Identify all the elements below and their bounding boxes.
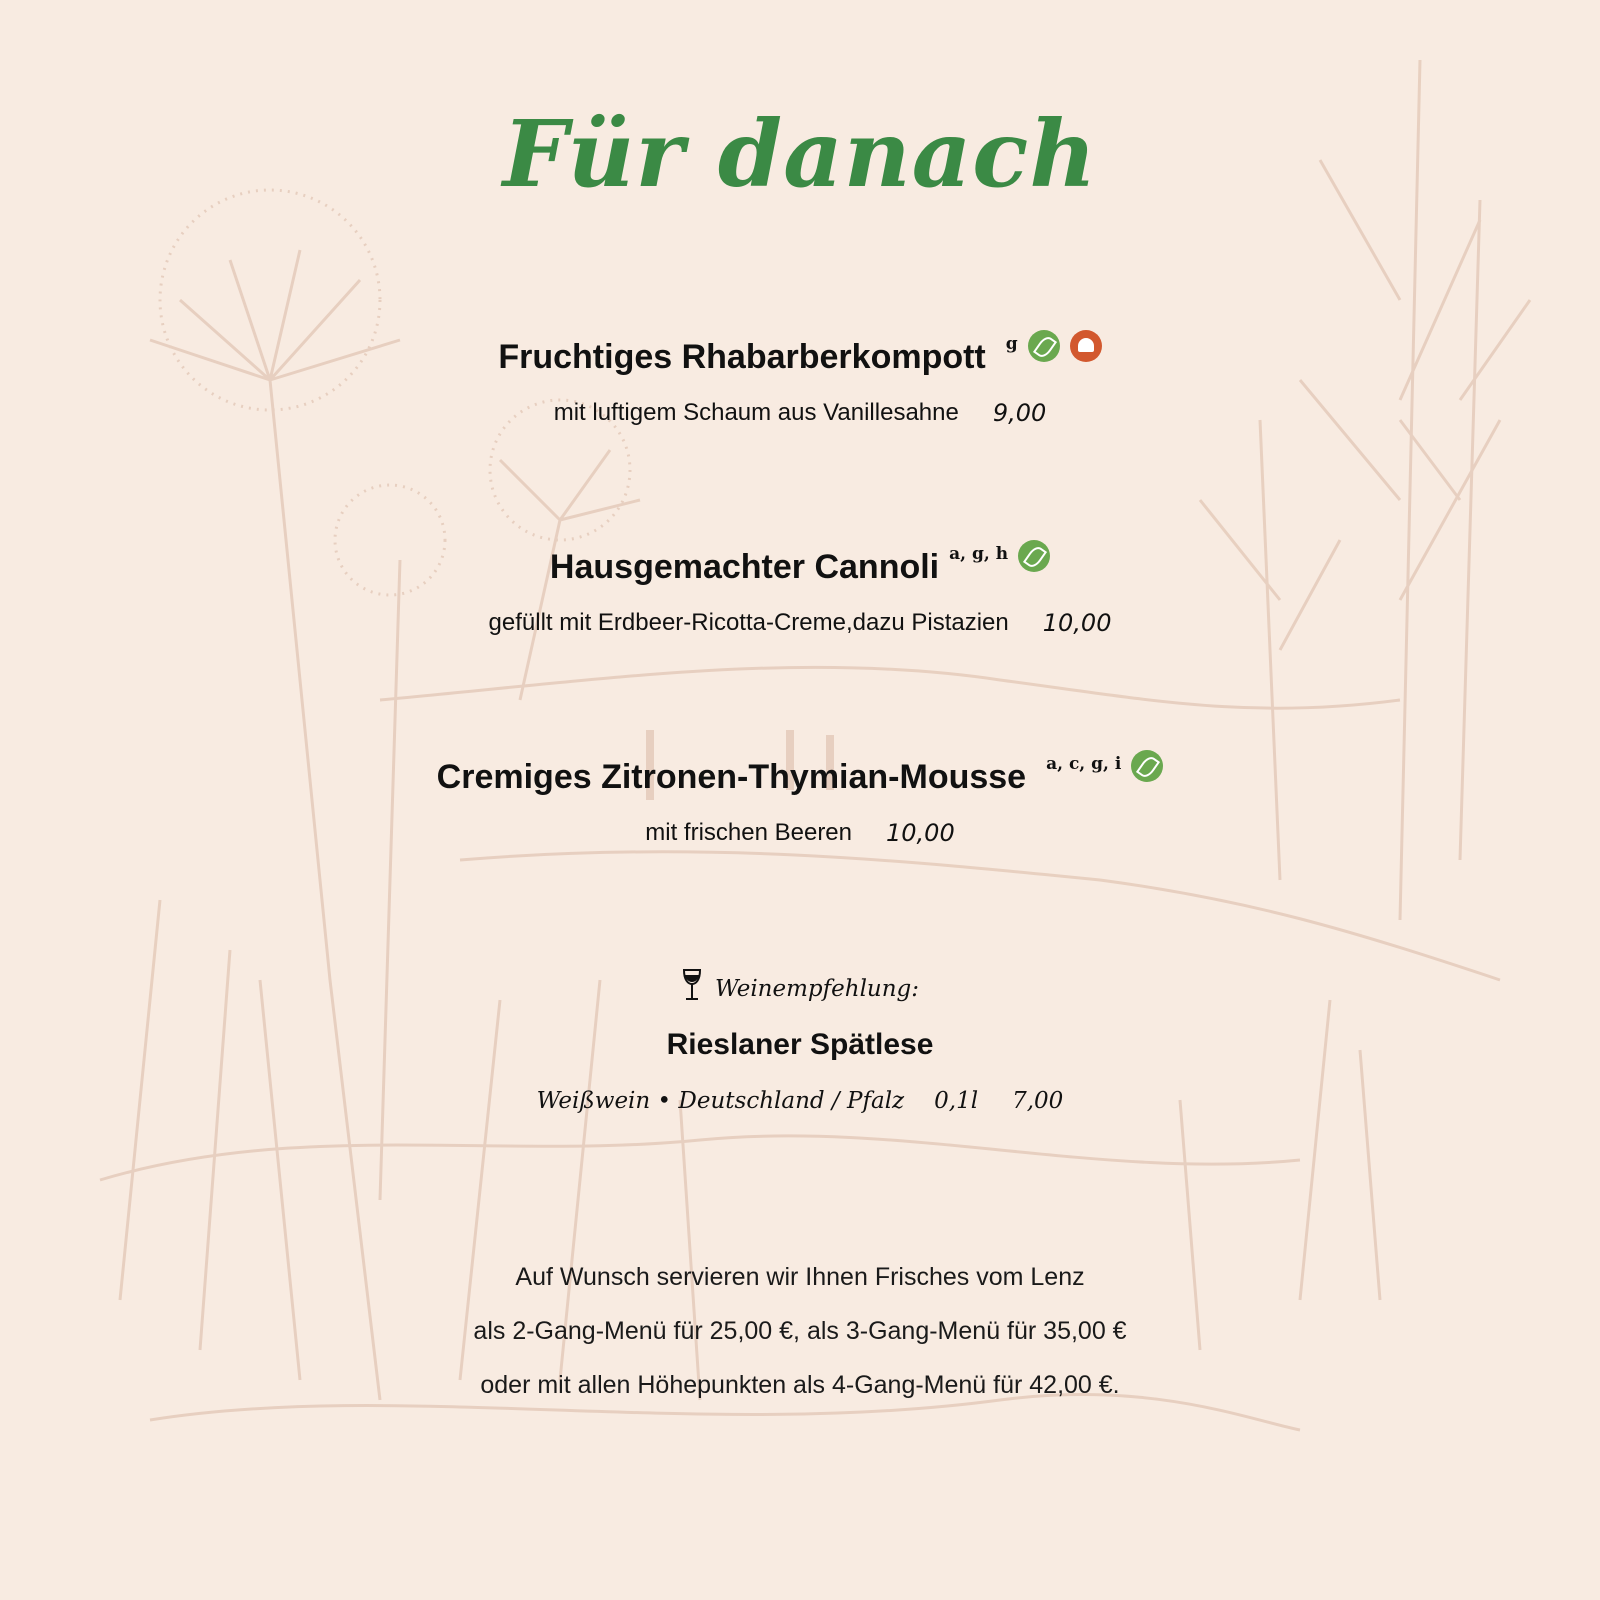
section-title: Für danach (502, 100, 1098, 208)
dish-price: 9,00 (992, 399, 1047, 427)
allergen-codes: g (1005, 334, 1018, 354)
menu-offer-note (0, 1250, 1600, 1412)
offer-line: oder mit allen Höhepunkten als 4-Gang-Menü für 42,00 €. (480, 1371, 1120, 1399)
dish-description: mit luftigem Schaum aus Vanillesahne (553, 399, 959, 426)
dish-item (0, 754, 1600, 847)
vegetarian-leaf-icon (1018, 540, 1050, 572)
allergen-codes: a, g, h (949, 544, 1009, 564)
dish-price: 10,00 (886, 819, 955, 847)
vegetarian-leaf-icon (1028, 330, 1060, 362)
chef-hat-icon (1070, 330, 1102, 362)
wine-recommendation (0, 968, 1600, 1114)
dish-name: Fruchtiges Rhabarberkompott (498, 338, 986, 376)
wine-origin: Weißwein • Deutschland / Pfalz (536, 1088, 905, 1114)
wine-glass-icon (681, 968, 703, 1002)
allergen-codes: a, c, g, i (1046, 754, 1122, 774)
dish-item (0, 544, 1600, 637)
wine-heading: Weinempfehlung: (714, 976, 920, 1002)
dish-item (0, 334, 1600, 427)
dish-name: Hausgemachter Cannoli (549, 548, 940, 586)
offer-line: Auf Wunsch servieren wir Ihnen Frisches vom Lenz (515, 1263, 1085, 1291)
vegetarian-leaf-icon (1131, 750, 1163, 782)
offer-line: als 2-Gang-Menü für 25,00 €, als 3-Gang-Menü für 35,00 € (473, 1317, 1127, 1345)
wine-name: Rieslaner Spätlese (666, 1028, 934, 1061)
wine-price: 7,00 (1012, 1088, 1064, 1114)
dish-description: gefüllt mit Erdbeer-Ricotta-Creme,dazu Pistazien (488, 609, 1009, 636)
wine-volume: 0,1l (934, 1088, 979, 1114)
dish-name: Cremiges Zitronen-Thymian-Mousse (436, 758, 1027, 796)
dish-description: mit frischen Beeren (645, 819, 853, 846)
dish-price: 10,00 (1042, 609, 1112, 637)
